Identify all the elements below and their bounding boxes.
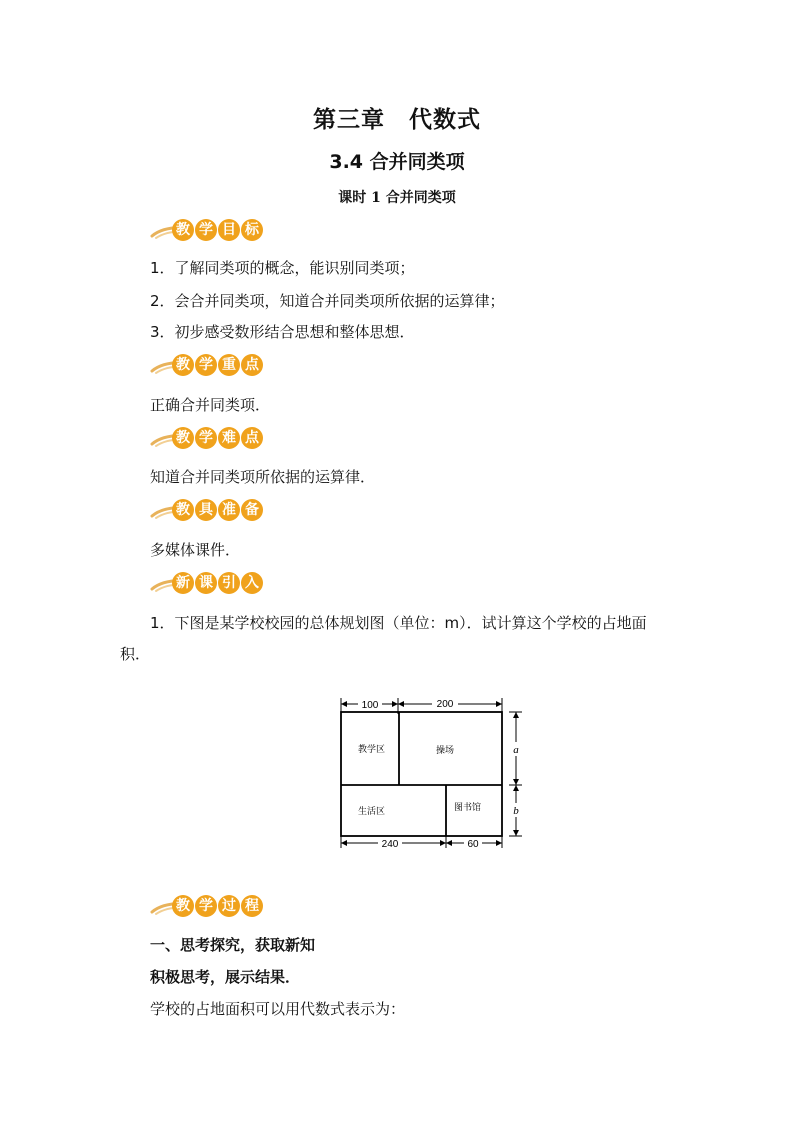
dim-top-right: 200 — [436, 699, 454, 710]
dim-bottom-right: 60 — [467, 839, 479, 850]
objective-item: 3．初步感受数形结合思想和整体思想． — [150, 323, 415, 341]
arrow-icon — [496, 840, 502, 846]
objective-item: 1．了解同类项的概念，能识别同类项； — [150, 259, 415, 277]
badge-char: 点 — [241, 427, 263, 449]
badge-char: 入 — [241, 572, 263, 594]
dim-bottom-left: 240 — [381, 839, 399, 850]
badge-char: 学 — [195, 895, 217, 917]
difficulty-text: 知道合并同类项所依据的运算律． — [150, 468, 376, 486]
arrow-icon — [496, 701, 502, 707]
badge-difficulty — [150, 426, 280, 452]
badge-char: 教 — [172, 895, 194, 917]
badge-char: 准 — [218, 499, 240, 521]
badge-char: 教 — [172, 499, 194, 521]
arrow-icon — [341, 701, 347, 707]
badge-materials — [150, 498, 280, 524]
badge-char: 学 — [195, 219, 217, 241]
region-playground: 操场 — [436, 745, 455, 755]
badge-char: 引 — [218, 572, 240, 594]
arrow-icon — [513, 785, 519, 791]
section-title: 3.4 合并同类项 — [329, 151, 465, 173]
badge-char: 备 — [241, 499, 263, 521]
badge-char: 具 — [195, 499, 217, 521]
badge-char: 课 — [195, 572, 217, 594]
process-text: 学校的占地面积可以用代数式表示为： — [150, 1000, 406, 1018]
badge-intro — [150, 571, 280, 597]
arrow-icon — [440, 840, 446, 846]
badge-char: 重 — [218, 354, 240, 376]
dim-right-a: a — [513, 744, 519, 756]
badge-char: 教 — [172, 354, 194, 376]
badge-objectives — [150, 218, 280, 244]
arrow-icon — [513, 779, 519, 785]
objective-item: 2．会合并同类项，知道合并同类项所依据的运算律； — [150, 292, 505, 310]
arrow-icon — [513, 830, 519, 836]
badge-key-point — [150, 353, 280, 379]
region-teaching: 教学区 — [358, 744, 386, 754]
process-heading: 一、思考探究，获取新知 — [150, 936, 316, 954]
badge-char: 教 — [172, 219, 194, 241]
badge-char: 新 — [172, 572, 194, 594]
materials-text: 多媒体课件． — [150, 541, 241, 559]
badge-char: 学 — [195, 354, 217, 376]
dim-right-b: b — [513, 805, 519, 817]
campus-outline — [341, 712, 502, 836]
badge-process — [150, 894, 280, 920]
badge-char: 程 — [241, 895, 263, 917]
process-subheading: 积极思考，展示结果． — [150, 968, 301, 986]
badge-char: 学 — [195, 427, 217, 449]
arrow-icon — [398, 701, 404, 707]
badge-char: 难 — [218, 427, 240, 449]
badge-char: 点 — [241, 354, 263, 376]
arrow-icon — [513, 712, 519, 718]
region-library: 图书馆 — [454, 802, 482, 812]
campus-plan-diagram — [332, 690, 532, 852]
region-living: 生活区 — [358, 806, 386, 816]
intro-question-line1: 1．下图是某学校校园的总体规划图（单位：m）．试计算这个学校的占地面 — [150, 614, 647, 632]
badge-char: 目 — [218, 219, 240, 241]
badge-char: 教 — [172, 427, 194, 449]
badge-char: 过 — [218, 895, 240, 917]
arrow-icon — [446, 840, 452, 846]
chapter-title: 第三章 代数式 — [313, 107, 481, 133]
lesson-title: 课时 1 合并同类项 — [338, 190, 456, 206]
key-point-text: 正确合并同类项． — [150, 396, 271, 414]
dim-top-left: 100 — [361, 700, 379, 711]
badge-char: 标 — [241, 219, 263, 241]
intro-question-line2: 积． — [120, 645, 151, 663]
arrow-icon — [392, 701, 398, 707]
arrow-icon — [341, 840, 347, 846]
